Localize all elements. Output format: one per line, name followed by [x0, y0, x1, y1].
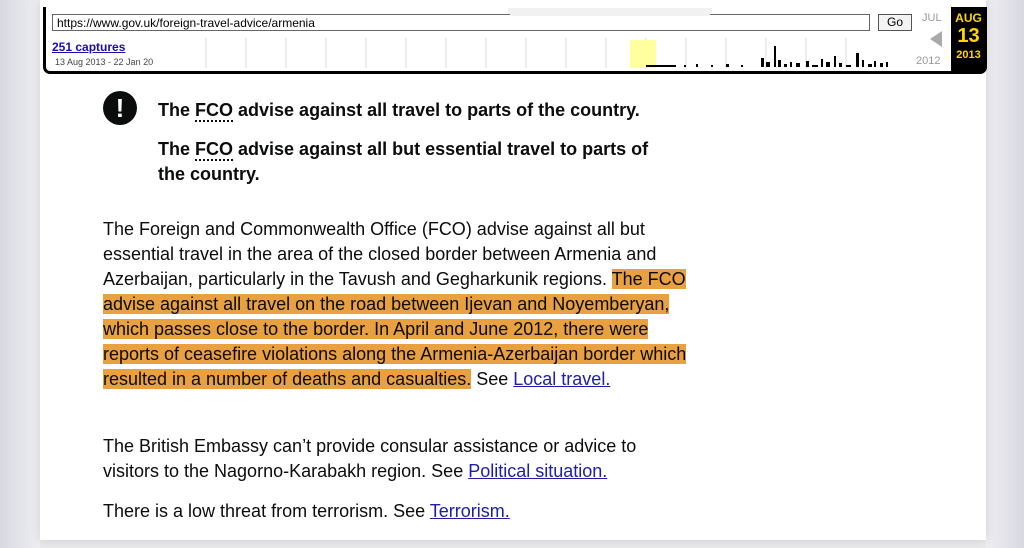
- wayback-url-input[interactable]: https://www.gov.uk/foreign-travel-advice/armenia: [52, 14, 870, 31]
- paragraph-consular-assistance: The British Embassy can’t provide consular assistance or advice to visitors to the Nagorno-Karabakh region. See Political situation.: [103, 436, 637, 481]
- wayback-prev-arrow-icon[interactable]: [930, 31, 942, 47]
- local-travel-link[interactable]: Local travel.: [513, 369, 611, 389]
- warning-line-1: The FCO advise against all travel to parts of the country.: [158, 100, 640, 120]
- wayback-toolbar: [43, 7, 987, 74]
- wayback-prev-month[interactable]: JUL: [922, 12, 942, 24]
- top-scroll-indicator: [508, 8, 712, 16]
- wayback-go-button[interactable]: Go: [878, 14, 912, 31]
- paragraph-terrorism: There is a low threat from terrorism. See Terrorism.: [103, 501, 510, 521]
- background-right: [986, 0, 1024, 548]
- wayback-current-date: [951, 7, 986, 71]
- terrorism-link[interactable]: Terrorism.: [429, 501, 510, 521]
- political-situation-link[interactable]: Political situation.: [468, 461, 608, 481]
- fco-abbreviation: FCO: [195, 100, 234, 120]
- paragraph-border-advice: The Foreign and Commonwealth Office (FCO) advise against all but essential travel in the area of the closed border between Armenia and Azerbaijan, particularly in the Tavush and Gegharkunik regions. The FCO advise against all travel on the road between Ijevan and Noyemberyan, which passes close to the border. In April and June 2012, there were reports of ceasefire violations along the Armenia-Azerbaijan border which resulted in a number of deaths and casualties. See Local travel.: [103, 219, 687, 389]
- fco-abbreviation: FCO: [195, 139, 234, 159]
- wayback-current-month: AUG: [955, 11, 982, 25]
- wayback-current-day: 13: [957, 25, 980, 47]
- warning-line-2: The FCO advise against all but essential travel to parts of the country.: [158, 139, 649, 184]
- wayback-captures-link[interactable]: 251 captures: [52, 40, 126, 54]
- wayback-capture-sparkline[interactable]: [166, 38, 890, 68]
- wayback-date-range: 13 Aug 2013 - 22 Jan 20: [55, 57, 154, 67]
- wayback-current-year: 2013: [956, 49, 981, 61]
- exclamation-icon: !: [103, 91, 137, 125]
- wayback-prev-year[interactable]: 2012: [916, 55, 941, 67]
- highlighted-text: The FCO advise against all travel on the road between Ijevan and Noyemberyan, which passes close to the border. In April and June 2012, there were reports of ceasefire violations along the Armenia-Azerbaijan border which resulted in a number of deaths and casualties.: [103, 269, 687, 389]
- background-left: [0, 0, 40, 548]
